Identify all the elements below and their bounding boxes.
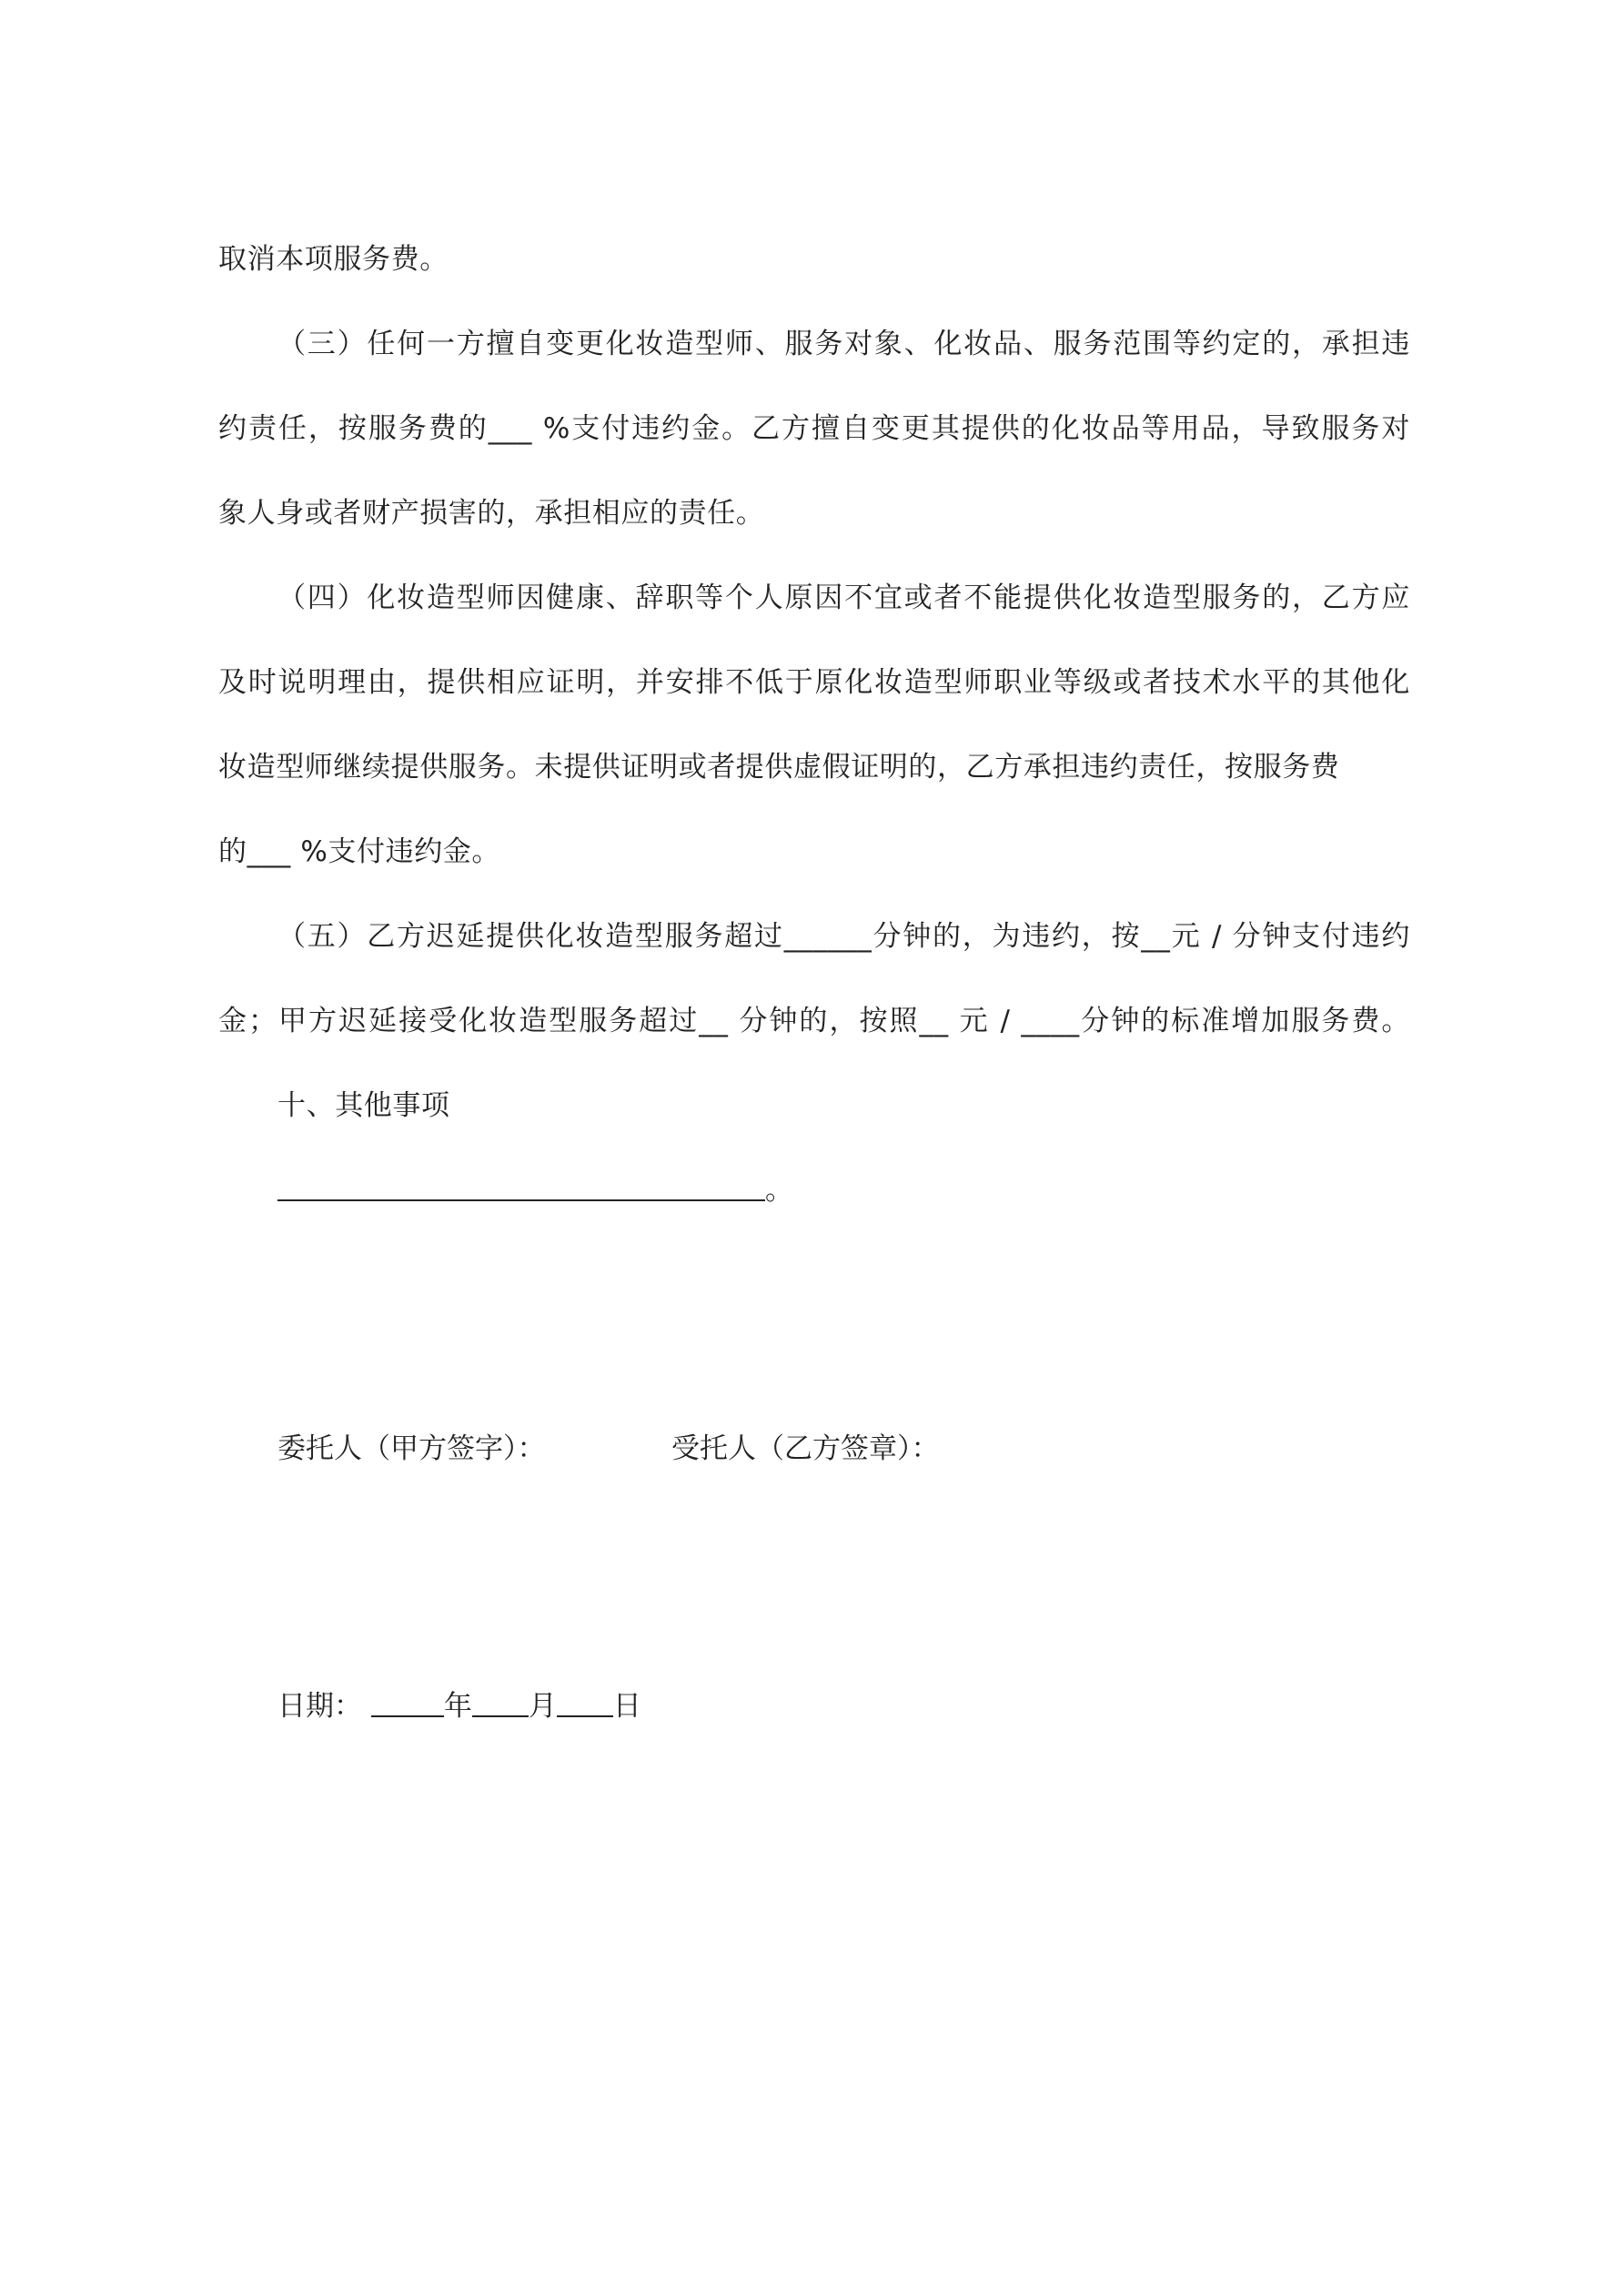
period: 。 [765,1174,794,1207]
date-line [277,1688,641,1725]
date-label: 日期： [277,1690,362,1723]
other-matters-blank-line[interactable] [277,1172,1410,1209]
clause-three-line: （三）任何一方擅自变更化妆造型师、服务对象、化妆品、服务范围等约定的，承担违 [277,328,1410,360]
day-blank[interactable] [557,1688,613,1717]
year-label: 年 [443,1690,472,1723]
day-label: 日 [612,1690,641,1723]
month-label: 月 [528,1690,557,1723]
clause-four-line: 及时说明理由，提供相应证明，并安排不低于原化妆造型师职业等级或者技术水平的其他化 [218,666,1410,699]
section-heading-other-matters: 十、其他事项 [277,1089,450,1122]
clause-three-line: 约责任，按服务费的___ %支付违约金。乙方擅自变更其提供的化妆品等用品，导致服务对 [218,412,1410,445]
clause-three-line: 象人身或者财产损害的，承担相应的责任。 [218,497,765,530]
party-b-signature-label: 受托人（乙方签章）： [671,1432,940,1465]
clause-four-line: （四）化妆造型师因健康、辞职等个人原因不宜或者不能提供化妆造型服务的，乙方应 [277,582,1410,614]
clause-four-line: 妆造型师继续提供服务。未提供证明或者提供虚假证明的，乙方承担违约责任，按服务费 [218,751,1340,784]
year-blank[interactable] [371,1688,444,1717]
month-blank[interactable] [472,1688,529,1717]
party-a-signature-label: 委托人（甲方签字）： [277,1432,546,1465]
clause-five-line: 金；甲方迟延接受化妆造型服务超过__ 分钟的，按照__ 元 / ____分钟的标准增加服务费。 [218,1005,1410,1037]
paragraph-line: 取消本项服务费。 [218,243,449,276]
fill-in-blank[interactable] [277,1172,765,1201]
clause-four-line: 的___ %支付违约金。 [218,835,501,868]
clause-five-line: （五）乙方迟延提供化妆造型服务超过______分钟的，为违约，按__元 / 分钟支付违约 [277,920,1410,953]
